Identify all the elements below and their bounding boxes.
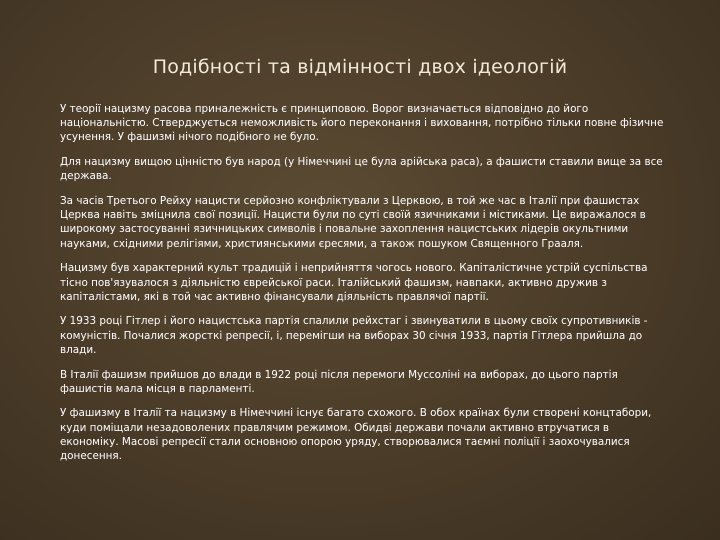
paragraph-church-conflict: За часів Третього Рейху нацисти серйозно конфліктували з Церквою, в той же час в Італії при фашистах Церква навіть зміцнила свої позиції. Нацисти були по суті своїй язичниками і містиками. Це виражалося в широкому застосуванні язичницьких символів і повальне захоплення нацистських лідерів окультними науками, східними релігіями, християнськими єресями, а також пошуком Священного Грааля. [60,195,646,250]
paragraph-italy-1922: В Італії фашизм прийшов до влади в 1922 році після перемоги Муссоліні на виборах, до цього партія фашистів мала місця в парламенті. [60,368,618,395]
paragraph-highest-value: Для нацизму вищою цінністю був народ (у Німеччині це була арійська раса), а фашисти ставили вище за все держава. [60,156,663,183]
paragraph-racial-theory: У теорії нацизму расова приналежність є принциповою. Ворог визначається відповідно до його національністю. Стверджується неможливість його переконання і виховання, потрібно тільки повне фізичне усунення. У фашизмі нічого подібного не було. [60,103,664,144]
slide-title: Подібності та відмінності двох ідеологій [152,56,568,78]
paragraph-reichstag-1933: У 1933 році Гітлер і його нацистська партія спалили рейхстаг і звинуватили в цьому своїх супротивників - комуністів. Почалися жорсткі репресії, і, перемігши на виборах 30 січня 1933, партія Гітлера прийшла до влади. [60,315,648,356]
paragraph-similarities: У фашизму в Італії та нацизму в Німеччині існує багато схожого. В обох країнах були створені концтабори, куди поміщали незадоволених правлячим режимом. Обидві держави почали активно втручатися в економіку. Масові репресії стали основною опорою уряду, створювалися таємні поліції і заохочувалися донесення. [60,407,652,463]
slide-body [60,102,670,474]
paragraph-tradition-capitalism: Нацизму був характерний культ традицій і неприйняття чогось нового. Капіталістичне устрій суспільства тісно пов'язувалося з діяльністю єврейської раси. Італійський фашизм, навпаки, активно дружив з капіталістами, які в той час активно фінансували діяльність правлячої партії. [60,262,648,303]
